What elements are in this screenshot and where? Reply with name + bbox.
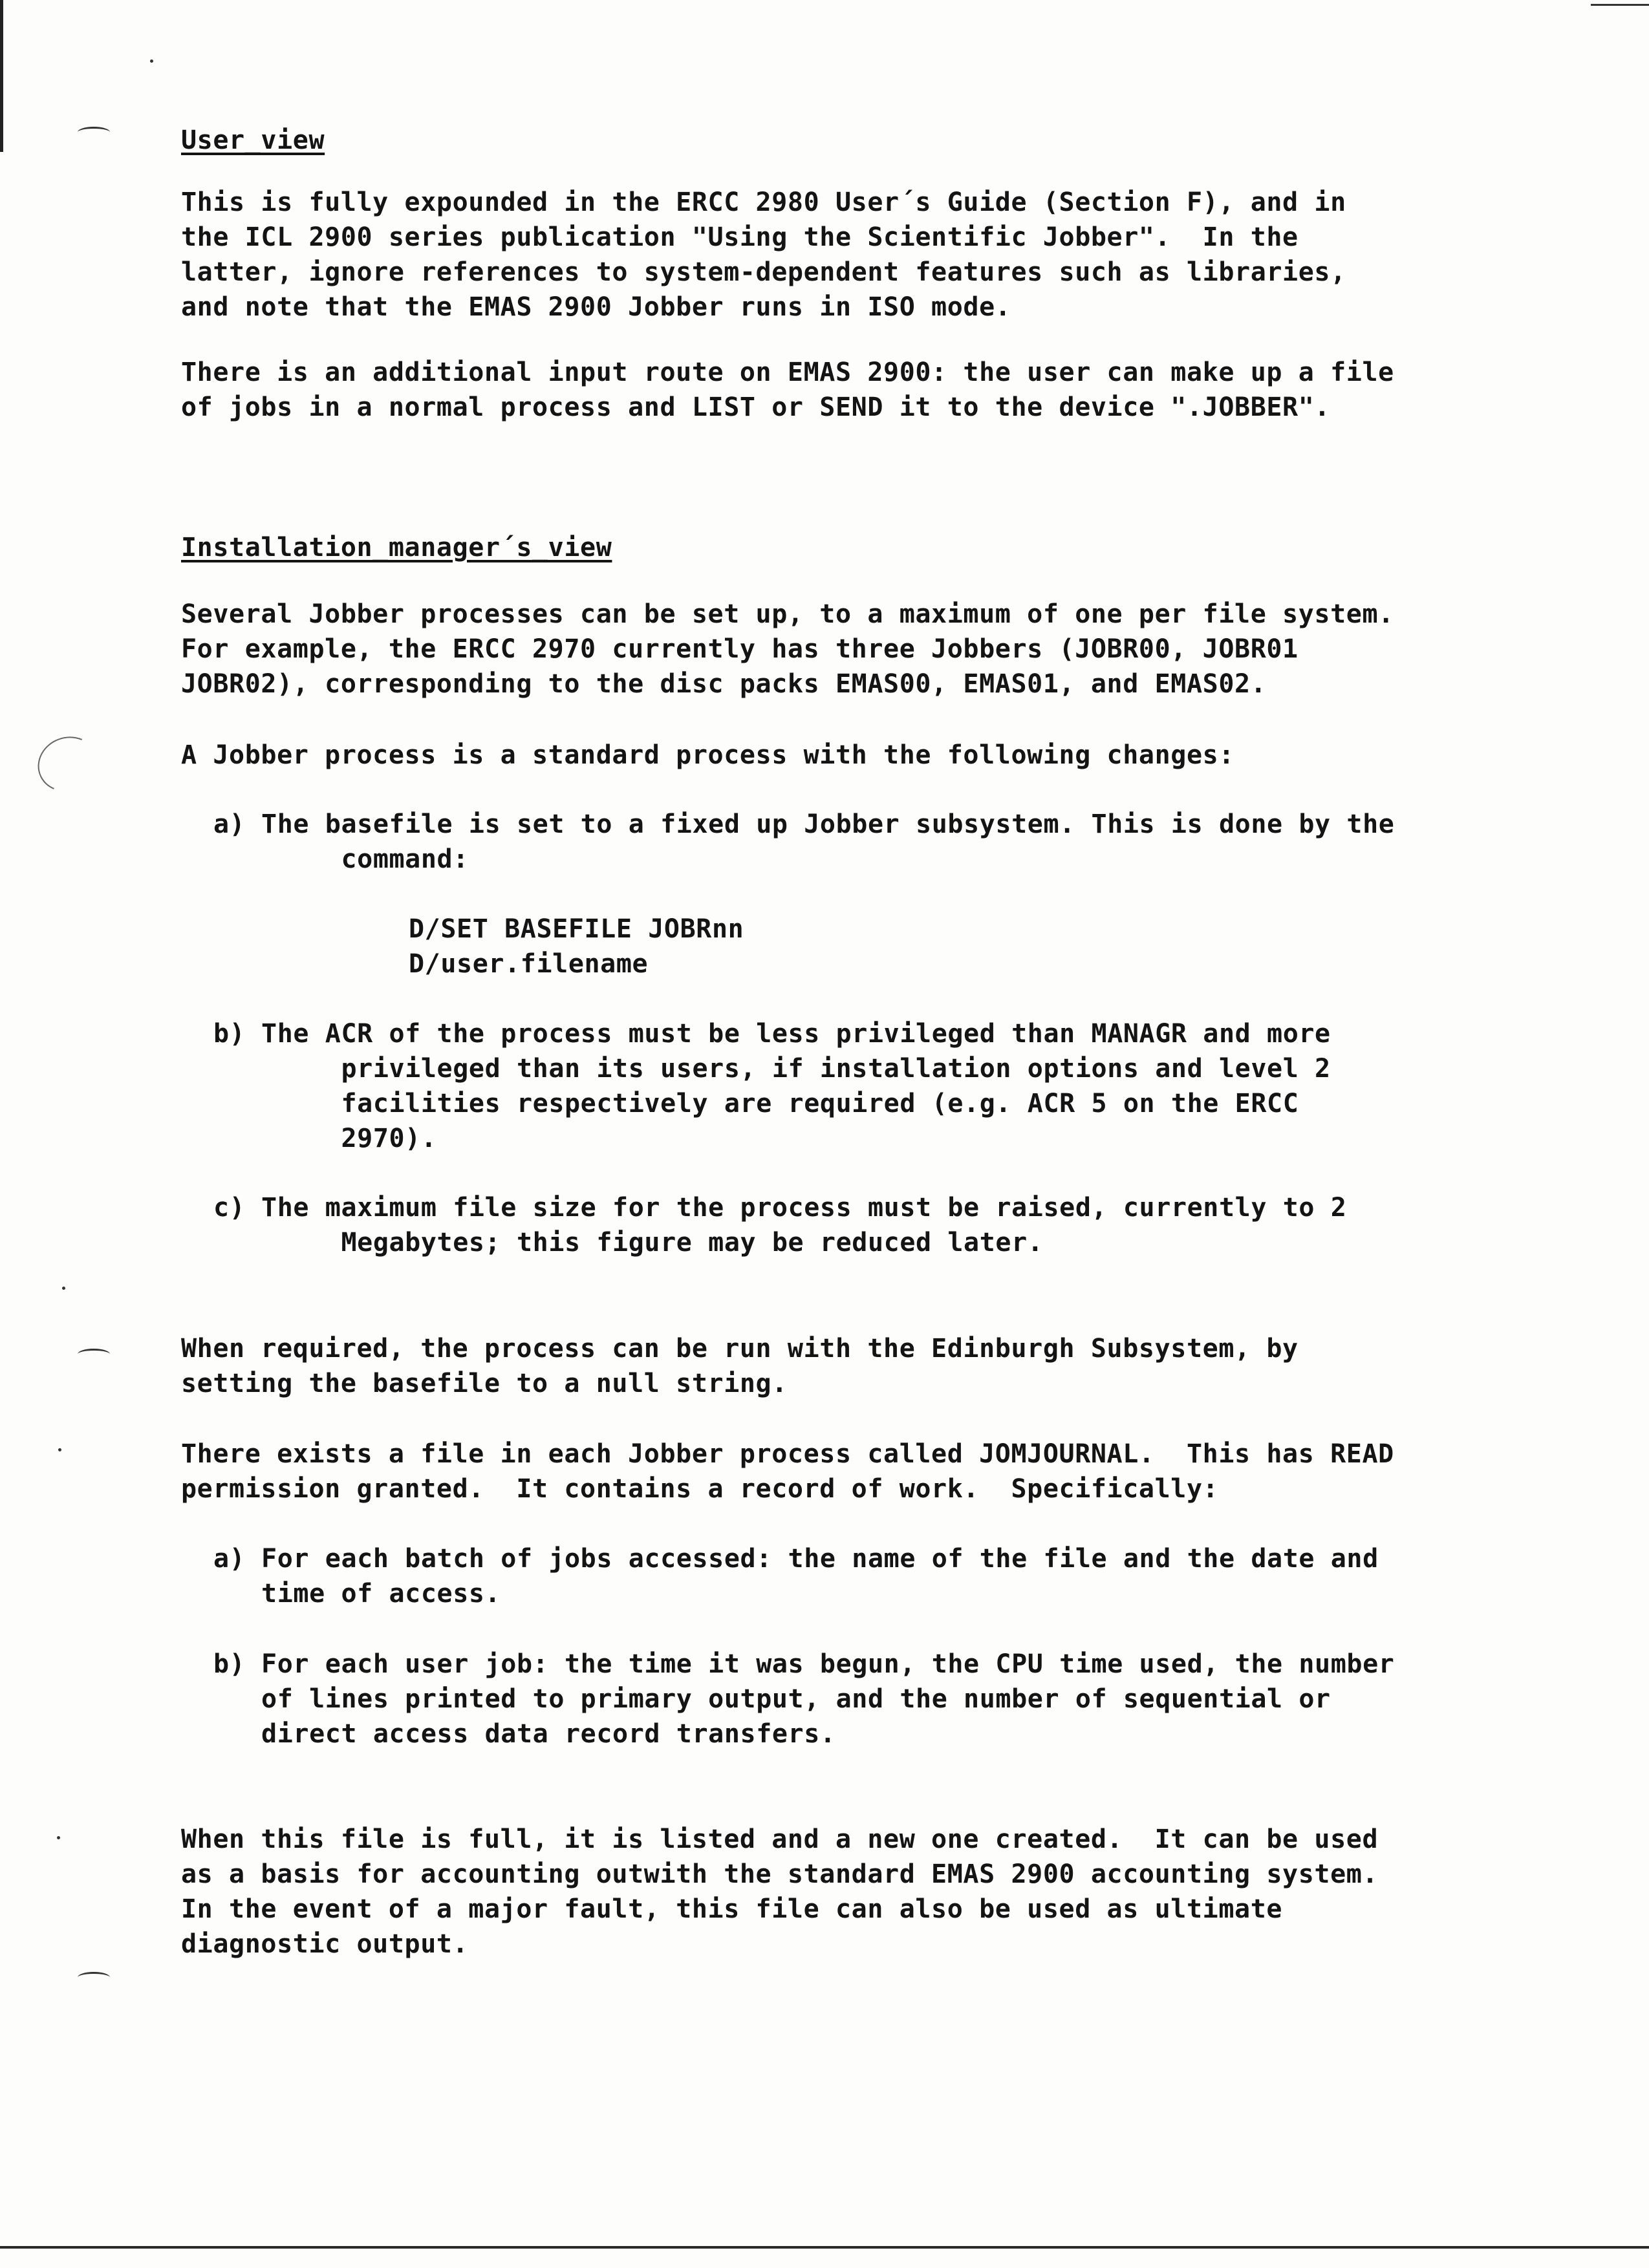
scan-mark <box>78 127 110 138</box>
scan-edge-top-right <box>1591 4 1649 6</box>
scan-edge-left <box>0 0 3 152</box>
manager-view-paragraph-4: There exists a file in each Jobber process called JOMJOURNAL. This has READ permission granted. It contains a record of work. Specifically: <box>181 1439 1394 1504</box>
scan-speck <box>57 1836 60 1839</box>
user-view-paragraph-1: This is fully expounded in the ERCC 2980 User´s Guide (Section F), and in the ICL 2900 series publication "Using the Scientific Jobber". In the latter, ignore references to system-dependent features such as libraries, and note that the EMAS 2900 Jobber runs in ISO mode. <box>181 187 1346 322</box>
scan-mark <box>78 1972 110 1983</box>
list-item-c-file-size: c) The maximum file size for the process must be raised, currently to 2 Megabytes; this figure may be reduced later. <box>213 1193 1347 1257</box>
list-item-b-user-job: b) For each user job: the time it was begun, the CPU time used, the number of lines printed to primary output, and the number of sequential or direct access data record transfers. <box>213 1649 1395 1749</box>
section-heading-manager-view: Installation_manager´s_view <box>181 533 612 562</box>
punch-hole-mark <box>30 728 105 800</box>
manager-view-paragraph-3: When required, the process can be run with the Edinburgh Subsystem, by setting the basefile to a null string. <box>181 1334 1299 1398</box>
list-item-a-basefile: a) The basefile is set to a fixed up Jobber subsystem. This is done by the command: <box>213 809 1395 874</box>
user-view-paragraph-2: There is an additional input route on EMAS 2900: the user can make up a file of jobs in a normal process and LIST or SEND it to the device ".JOBBER". <box>181 358 1394 422</box>
manager-view-paragraph-2: A Jobber process is a standard process with the following changes: <box>181 740 1235 770</box>
scan-mark <box>78 1349 110 1360</box>
code-block-commands: D/SET BASEFILE JOBRnn D/user.filename <box>409 914 744 979</box>
scan-speck <box>150 59 153 63</box>
scan-edge-bottom <box>0 2246 1649 2249</box>
scan-speck <box>62 1287 65 1290</box>
list-item-b-acr: b) The ACR of the process must be less privileged than MANAGR and more privileged than its users, if installation options and level 2 facilities respectively are required (e.g. ACR 5 on the ERCC 2970). <box>213 1019 1331 1153</box>
section-heading-user-view: User_view <box>181 125 325 155</box>
manager-view-paragraph-1: Several Jobber processes can be set up, to a maximum of one per file system. For example, the ERCC 2970 currently has three Jobbers (JOBR00, JOBR01 JOBR02), corresponding to the disc packs EMAS00, EMAS01, and EMAS02. <box>181 599 1394 699</box>
scan-speck <box>58 1448 61 1451</box>
manager-view-paragraph-5: When this file is full, it is listed and a new one created. It can be used as a basis for accounting outwith the standard EMAS 2900 accounting system. In the event of a major fault, this file can also be used as ultimate diagnostic output. <box>181 1824 1379 1959</box>
list-item-a-batch: a) For each batch of jobs accessed: the name of the file and the date and time of access. <box>213 1544 1379 1609</box>
